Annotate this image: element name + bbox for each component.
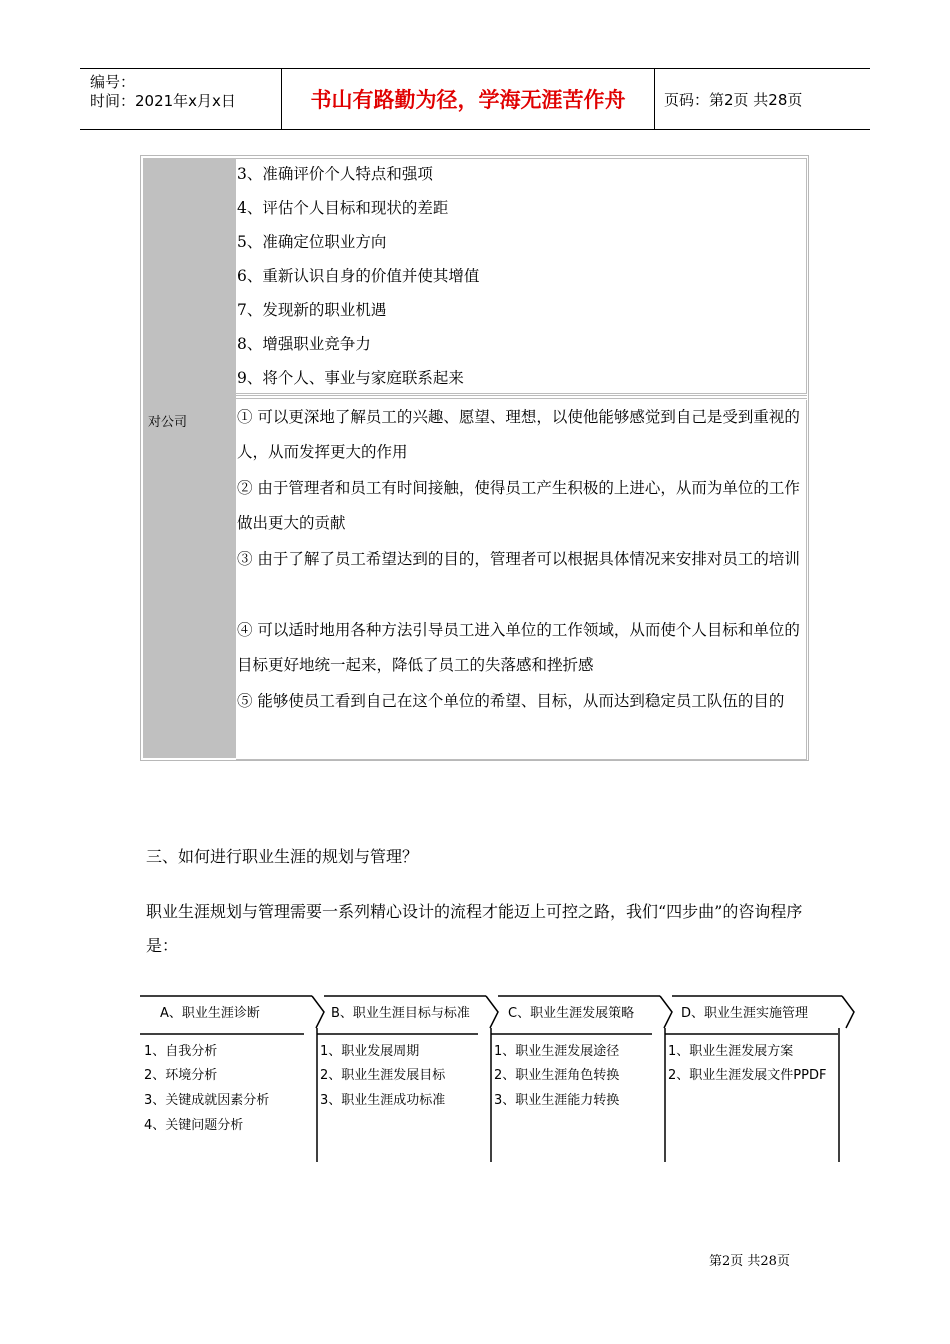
step-item: 3、职业生涯成功标准 <box>320 1093 446 1108</box>
number-label: 编号： <box>90 73 136 91</box>
step-item: 2、职业生涯角色转换 <box>494 1068 620 1083</box>
step-d-title: D、职业生涯实施管理 <box>681 1006 809 1021</box>
page-header <box>80 68 870 130</box>
time-label: 时间：2021年x月x日 <box>90 92 236 110</box>
step-item: 4、关键问题分析 <box>144 1118 244 1133</box>
company-label: 对公司 <box>148 415 188 430</box>
step-item: 3、职业生涯能力转换 <box>494 1093 620 1108</box>
header-motto: 书山有路勤为径，学海无涯苦作舟 <box>281 69 655 129</box>
step-item: 2、职业生涯发展目标 <box>320 1068 446 1083</box>
company-benefit: ③ 由于了解了员工希望达到的目的，管理者可以根据具体情况来安排对员工的培训 <box>237 550 800 568</box>
step-item: 1、职业发展周期 <box>320 1044 420 1059</box>
process-diagram <box>140 994 860 1164</box>
benefits-table <box>140 155 809 761</box>
step-b-title: B、职业生涯目标与标准 <box>331 1006 470 1021</box>
list-item: 8、增强职业竞争力 <box>237 335 371 353</box>
step-item: 2、环境分析 <box>144 1068 218 1083</box>
step-item: 3、关键成就因素分析 <box>144 1093 270 1108</box>
list-item: 6、重新认识自身的价值并使其增值 <box>237 267 480 285</box>
step-item: 1、职业生涯发展方案 <box>668 1044 794 1059</box>
intro-paragraph: 职业生涯规划与管理需要一系列精心设计的流程才能迈上可控之路，我们“四步曲”的咨询程序是： <box>146 902 803 955</box>
company-benefit: ⑤ 能够使员工看到自己在这个单位的希望、目标，从而达到稳定员工队伍的目的 <box>237 692 785 710</box>
section-title: 三、如何进行职业生涯的规划与管理？ <box>146 847 419 866</box>
table-label-column <box>143 158 236 758</box>
row-separator <box>236 395 807 399</box>
list-item: 7、发现新的职业机遇 <box>237 301 387 319</box>
step-c-title: C、职业生涯发展策略 <box>508 1006 635 1021</box>
list-item: 3、准确评价个人特点和强项 <box>237 165 433 183</box>
company-benefit: ④ 可以适时地用各种方法引导员工进入单位的工作领域，从而使个人目标和单位的目标更好地统一起来，降低了员工的失落感和挫折感 <box>237 621 800 674</box>
step-a-title: A、职业生涯诊断 <box>160 1006 260 1021</box>
list-item: 4、评估个人目标和现状的差距 <box>237 199 449 217</box>
step-item: 2、职业生涯发展文件PPDF <box>668 1068 827 1083</box>
page-footer: 第2页 共28页 <box>709 1254 790 1269</box>
company-benefit: ① 可以更深地了解员工的兴趣、愿望、理想，以使他能够感觉到自己是受到重视的人，从而发挥更大的作用 <box>237 408 800 461</box>
step-item: 1、自我分析 <box>144 1044 218 1059</box>
header-meta <box>80 69 280 129</box>
step-item: 1、职业生涯发展途径 <box>494 1044 620 1059</box>
header-page-info: 页码：第2页 共28页 <box>664 90 803 109</box>
company-benefit: ② 由于管理者和员工有时间接触，使得员工产生积极的上进心，从而为单位的工作做出更大的贡献 <box>237 479 800 532</box>
list-item: 9、将个人、事业与家庭联系起来 <box>237 369 464 387</box>
list-item: 5、准确定位职业方向 <box>237 233 387 251</box>
